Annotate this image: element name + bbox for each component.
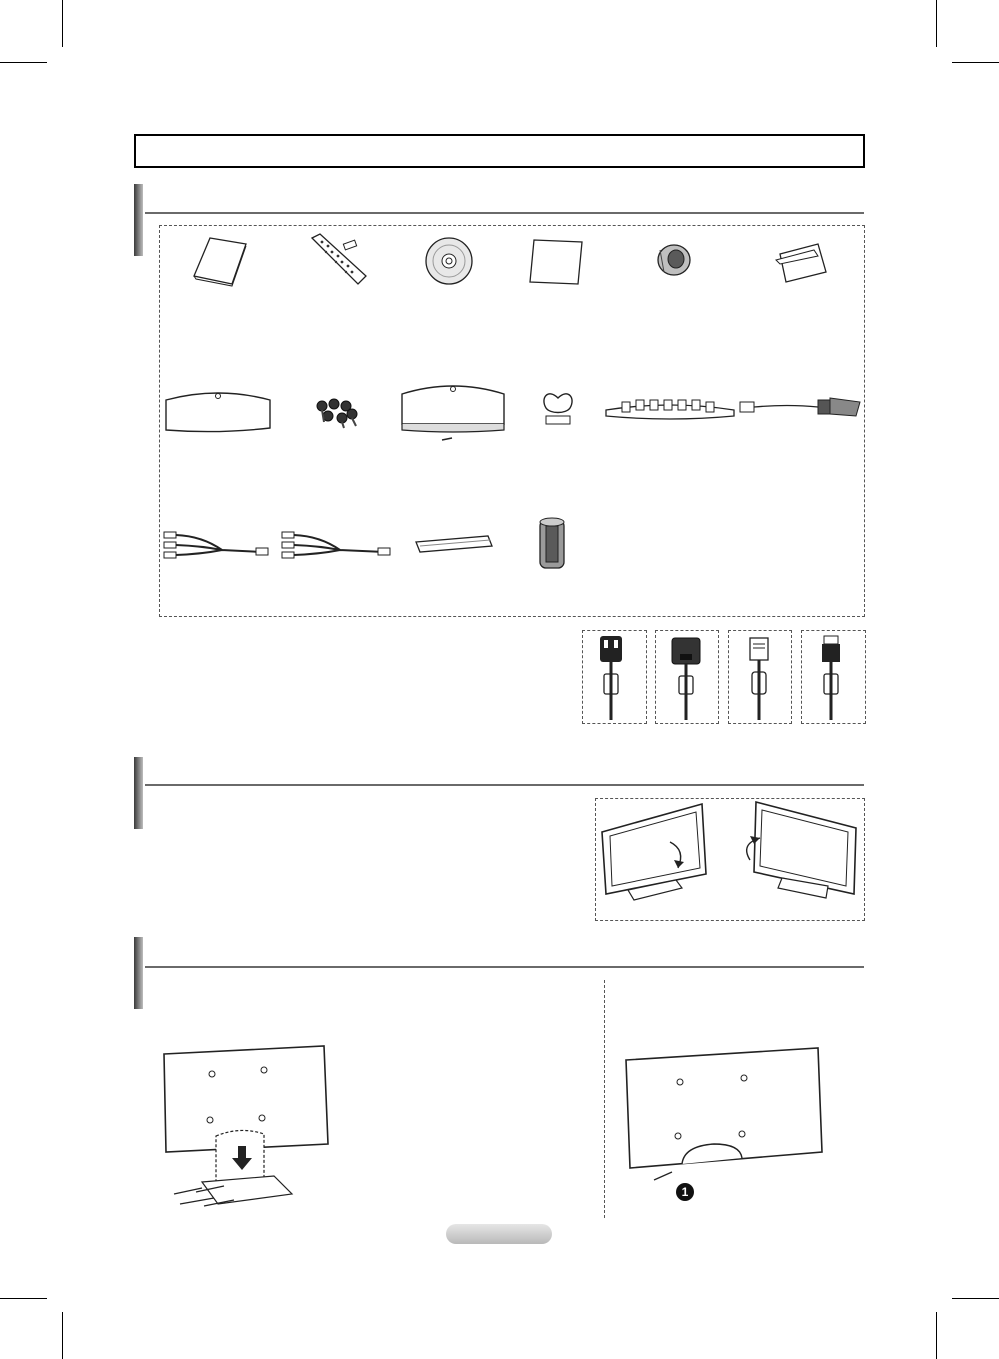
cd-icon <box>424 236 474 286</box>
cleaning-cloth-icon <box>414 532 494 556</box>
cloth-icon <box>528 238 584 288</box>
adapter-ferrite-icon <box>666 634 706 720</box>
hdmi-cable-ferrite-icon <box>816 634 850 720</box>
scart-adapter-icon <box>738 394 862 424</box>
crop-mark <box>0 1298 47 1299</box>
crop-mark <box>0 62 47 63</box>
crop-mark <box>62 0 63 47</box>
column-divider <box>604 980 605 1218</box>
page-title-box <box>134 134 865 168</box>
lan-cable-ferrite-icon <box>744 634 778 720</box>
crop-mark <box>952 62 999 63</box>
section-marker <box>134 937 143 1009</box>
stand-assembly-left-illustration <box>162 1044 332 1214</box>
stand-cover-icon <box>162 388 274 436</box>
manual-icon <box>190 236 250 286</box>
power-cord-ferrite-icon <box>596 634 630 720</box>
crop-mark <box>952 1298 999 1299</box>
ring-icon <box>654 242 694 278</box>
section-marker <box>134 757 143 829</box>
tv-swivel-left-illustration <box>598 802 710 902</box>
section-divider <box>145 784 864 786</box>
section-marker <box>134 184 143 256</box>
ferrite-core-icon <box>536 514 568 574</box>
screws-icon <box>314 396 360 428</box>
cable-holder-icon <box>538 388 578 428</box>
cable-tie-icon <box>604 396 736 424</box>
stand-assembly-right-illustration <box>624 1046 824 1186</box>
remote-control-icon <box>306 232 370 288</box>
step-number-badge: 1 <box>676 1183 694 1201</box>
crop-mark <box>936 1312 937 1359</box>
tv-swivel-right-illustration <box>738 800 860 900</box>
av-cable-icon <box>162 526 274 566</box>
page-number-pill <box>446 1224 552 1244</box>
section-divider <box>145 212 864 214</box>
section-divider <box>145 966 864 968</box>
warranty-card-icon <box>774 242 830 284</box>
stand-base-icon <box>398 380 508 448</box>
component-cable-icon <box>280 526 396 566</box>
crop-mark <box>62 1312 63 1359</box>
crop-mark <box>936 0 937 47</box>
